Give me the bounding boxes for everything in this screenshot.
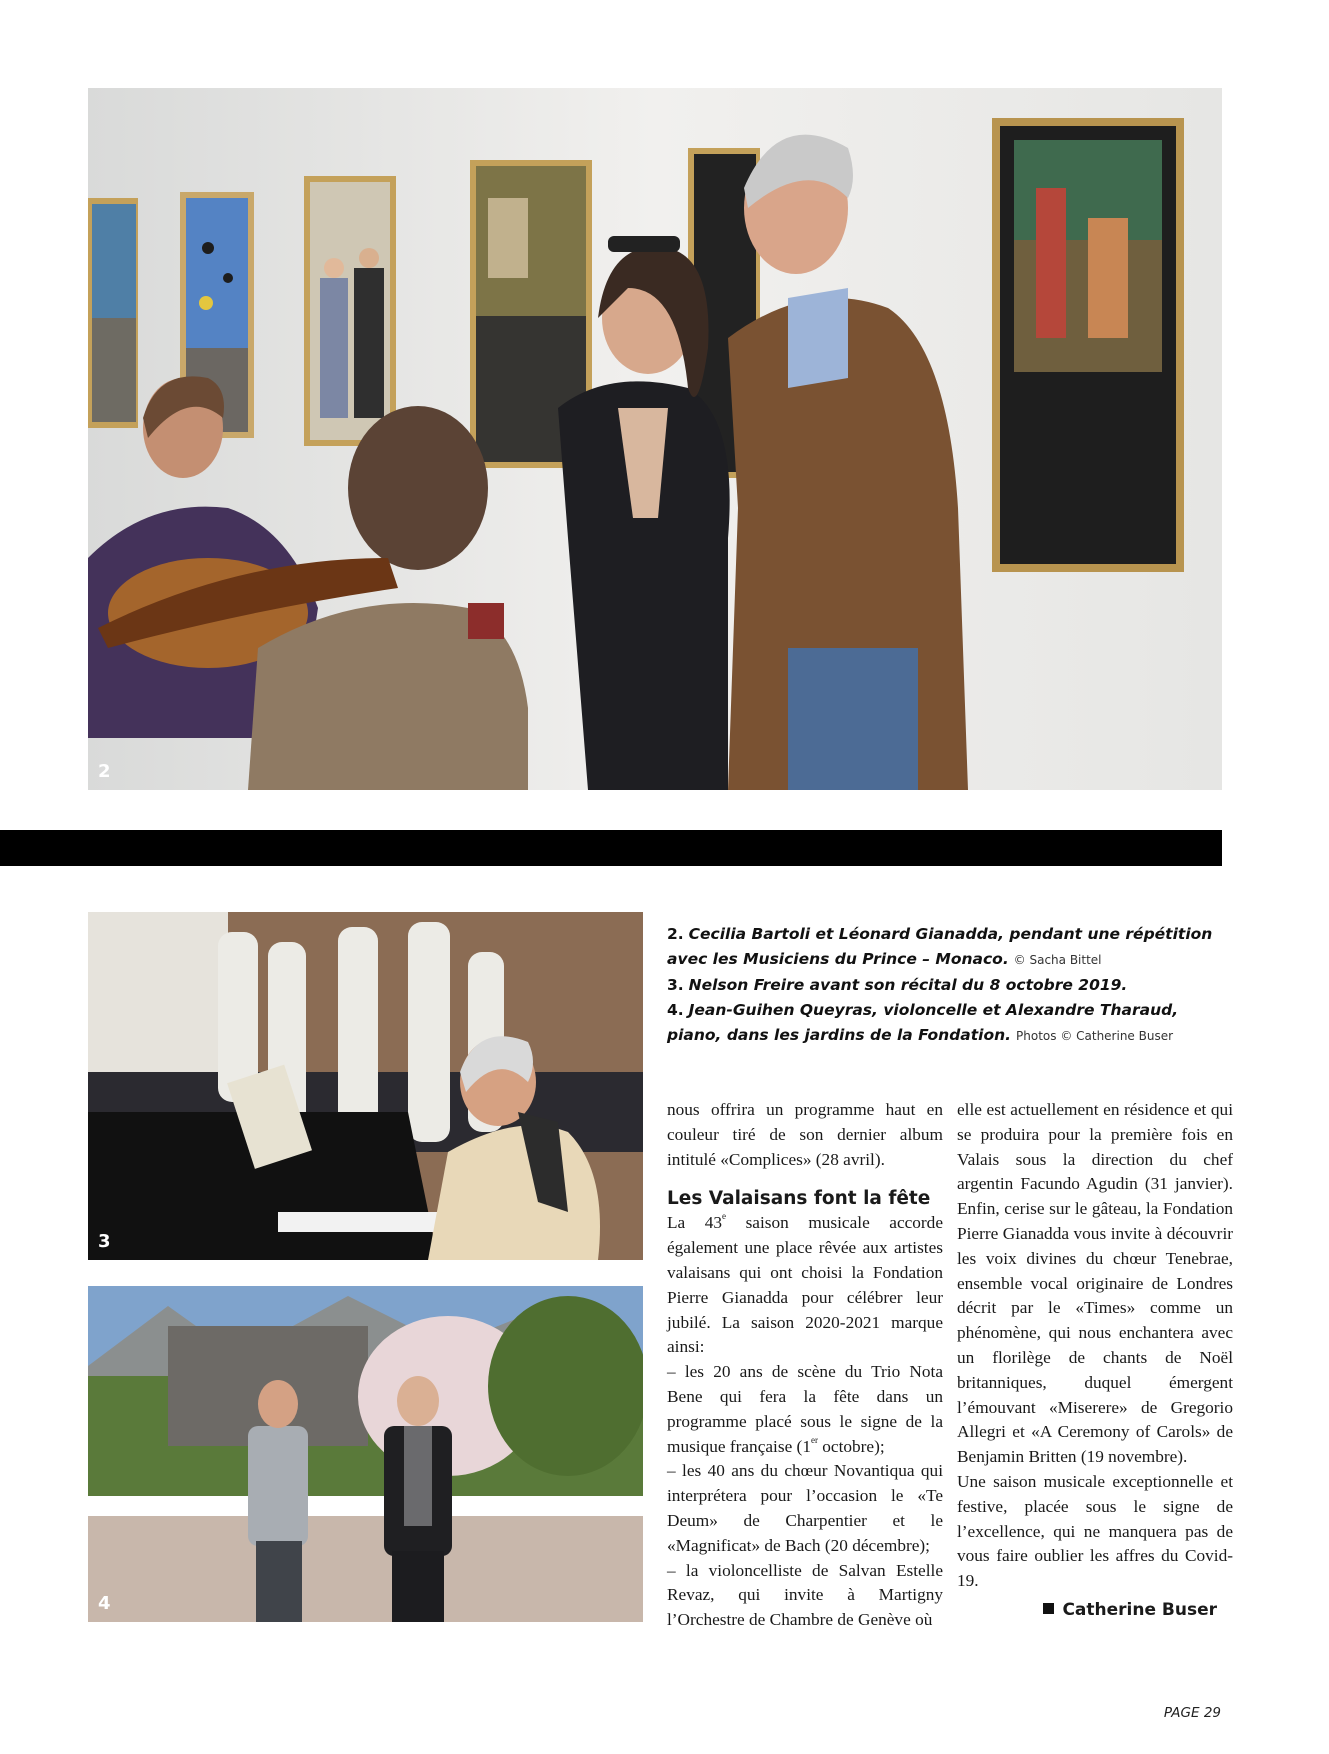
photo-3-image xyxy=(88,912,643,1260)
section-heading: Les Valaisans font la fête xyxy=(667,1188,931,1210)
caption-4: 4. Jean-Guihen Queyras, violoncelle et Alexandre Tharaud, piano, dans les jardins de la Fondation. Photos © Catherine Buser xyxy=(667,1001,1179,1044)
poster-couple xyxy=(304,176,396,446)
photo-4-image xyxy=(88,1286,643,1622)
article-column-2 xyxy=(957,1098,1233,1623)
poster-van-gogh xyxy=(88,198,138,428)
page-number: PAGE 29 xyxy=(1163,1705,1221,1721)
list-item-novantiqua: – les 40 ans du chœur Novantiqua qui interprétera pour l’occasion le «Te Deum» de Charpentier et le «Magnificat» de Bach (20 décembre); xyxy=(667,1461,943,1555)
photo-2-image xyxy=(88,88,1222,790)
photo-number-2: 2 xyxy=(98,761,111,782)
list-item-trio-nota-bene: – les 20 ans de scène du Trio Nota Bene qui fera la fête dans un programme placé sous le signe de la musique française (1er octobre); xyxy=(667,1362,943,1456)
photo-number-4: 4 xyxy=(98,1593,111,1614)
black-divider-bar xyxy=(0,830,1222,866)
photo-number-3: 3 xyxy=(98,1231,111,1252)
intro-paragraph: nous offrira un programme haut en couleur tiré de son dernier album intitulé «Complices» (28 avril). xyxy=(667,1100,943,1169)
photo-captions xyxy=(667,922,1222,1049)
paragraph-residence: elle est actuellement en résidence et qui se produira pour la première fois en Valais sous la direction du chef argentin Facundo Agudin (31 janvier). Enfin, cerise sur le gâteau, la Fondation Pierre Gianadda vous invite à découvrir les voix divines du chœur Tenebrae, ensemble vocal originaire de Londres décrit par le «Times» comme un phénomène, qui nous enchantera avec un florilège de chants de Noël britanniques, duquel émergent l’émouvant «Miserere» de Gregorio Allegri et «A Ceremony of Carols» de Benjamin Britten (19 novembre). xyxy=(957,1100,1233,1467)
list-item-estelle-revaz: – la violoncelliste de Salvan Estelle Revaz, qui invite à Martigny l’Orchestre de Chambre de Genève où xyxy=(667,1560,943,1630)
photo-bartoli-gianadda xyxy=(88,88,1222,790)
caption-3: 3. Nelson Freire avant son récital du 8 octobre 2019. xyxy=(667,976,1128,994)
paragraph-43e-saison: La 43e saison musicale accorde également une place rêvée aux artistes valaisans qui ont choisi la Fondation Pierre Gianadda pour célébrer leur jubilé. La saison 2020-2021 marque ainsi: xyxy=(667,1211,943,1357)
square-bullet-icon xyxy=(1043,1603,1054,1614)
poster-gauguin xyxy=(992,118,1184,572)
caption-2: 2. Cecilia Bartoli et Léonard Gianadda, pendant une répétition avec les Musiciens du Prince – Monaco. © Sacha Bittel xyxy=(667,925,1213,968)
photo-nelson-freire xyxy=(88,912,643,1260)
article-column-1 xyxy=(667,1098,943,1633)
author-signature: Catherine Buser xyxy=(957,1598,1233,1623)
photo-queyras-tharaud xyxy=(88,1286,643,1622)
paragraph-conclusion: Une saison musicale exceptionnelle et festive, placée sous le signe de l’excellence, qui ne manquera pas de vous faire oublier les affres du Covid-19. xyxy=(957,1471,1233,1591)
